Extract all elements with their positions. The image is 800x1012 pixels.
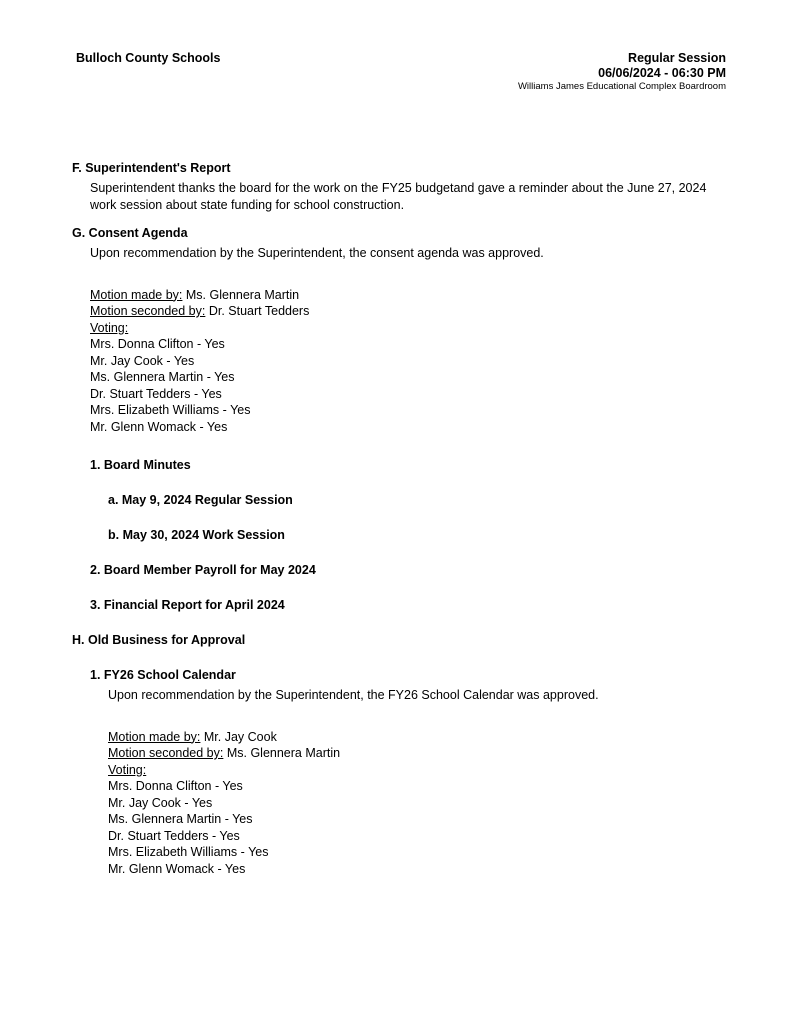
motion-seconded-line [90, 303, 732, 320]
section-g-title: G. Consent Agenda [72, 226, 188, 240]
item-may30-work-session: b. May 30, 2024 Work Session [108, 528, 285, 542]
session-type: Regular Session [628, 51, 726, 65]
section-g-motion-block [72, 287, 732, 436]
vote-line: Mr. Glenn Womack - Yes [108, 861, 246, 876]
vote-line: Mr. Glenn Womack - Yes [90, 419, 228, 434]
vote-line: Mrs. Donna Clifton - Yes [108, 779, 243, 793]
vote-line: Ms. Glennera Martin - Yes [108, 812, 253, 826]
motion-made-label: Motion made by: [108, 729, 201, 744]
section-g-text: Upon recommendation by the Superintendent, the consent agenda was approved. [90, 246, 544, 260]
section-h-motion-block [72, 729, 732, 878]
motion-seconded-by: Dr. Stuart Tedders [205, 304, 310, 318]
motion-seconded-line [108, 745, 732, 762]
organization-name: Bulloch County Schools [76, 51, 221, 65]
motion-seconded-by: Ms. Glennera Martin [223, 746, 341, 760]
item-may9-regular-session: a. May 9, 2024 Regular Session [108, 493, 293, 507]
motion-seconded-label: Motion seconded by: [90, 304, 206, 318]
vote-line: Dr. Stuart Tedders - Yes [108, 828, 240, 843]
section-h-text: Upon recommendation by the Superintendent, the FY26 School Calendar was approved. [108, 688, 599, 702]
section-h-title: H. Old Business for Approval [72, 633, 246, 647]
motion-made-by: Mr. Jay Cook [200, 729, 277, 744]
motion-made-by: Ms. Glennera Martin [182, 287, 300, 302]
vote-line: Mrs. Elizabeth Williams - Yes [108, 845, 269, 859]
session-location: Williams James Educational Complex Boardroom [517, 81, 726, 92]
item-fy26-calendar: 1. FY26 School Calendar [90, 668, 236, 682]
motion-seconded-label: Motion seconded by: [108, 746, 224, 760]
section-f-text: Superintendent thanks the board for the work on the FY25 budgetand gave a reminder about the June 27, 2024 work session about state funding for school construction. [90, 181, 707, 212]
item-board-payroll: 2. Board Member Payroll for May 2024 [90, 563, 316, 577]
vote-line: Mrs. Elizabeth Williams - Yes [90, 403, 251, 417]
vote-line: Ms. Glennera Martin - Yes [90, 370, 235, 384]
motion-made-label: Motion made by: [90, 287, 183, 302]
vote-line: Mr. Jay Cook - Yes [90, 353, 195, 368]
vote-line: Dr. Stuart Tedders - Yes [90, 386, 222, 401]
motion-made-line [90, 287, 732, 304]
voting-label: Voting: [90, 320, 129, 335]
item-board-minutes: 1. Board Minutes [90, 458, 191, 472]
section-f-title: F. Superintendent's Report [72, 161, 231, 175]
motion-made-line [108, 729, 732, 746]
vote-line: Mr. Jay Cook - Yes [108, 795, 213, 810]
minutes-body [72, 160, 732, 877]
session-datetime: 06/06/2024 - 06:30 PM [598, 66, 726, 80]
vote-line: Mrs. Donna Clifton - Yes [90, 337, 225, 351]
voting-label: Voting: [108, 762, 147, 777]
item-financial-report: 3. Financial Report for April 2024 [90, 598, 285, 612]
session-header [518, 51, 726, 93]
